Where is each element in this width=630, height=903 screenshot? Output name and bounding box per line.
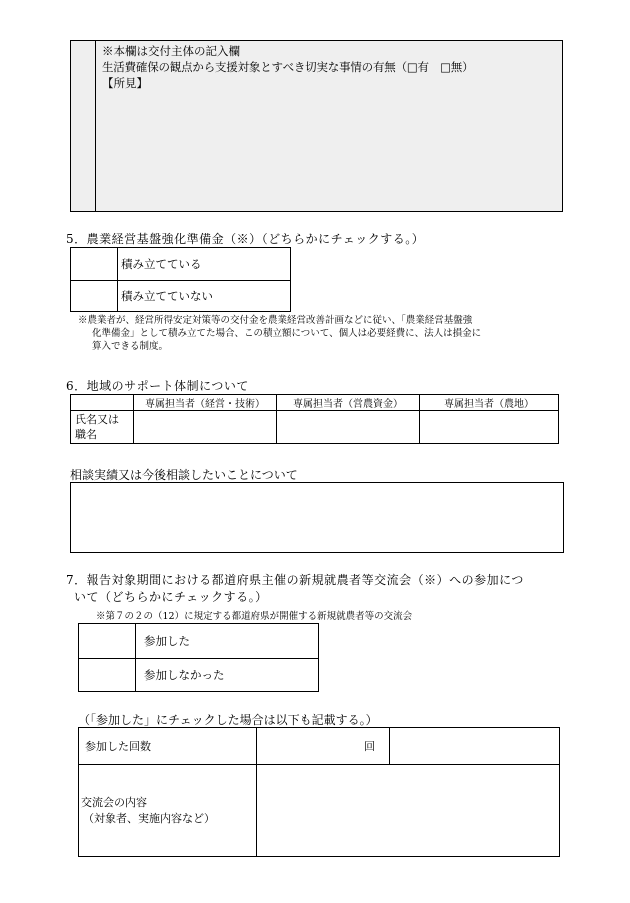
section7-note: ※第７の２の（12）に規定する都道府県が開催する新規就農者等の交流会 — [96, 611, 413, 622]
admin-box-margin-column — [71, 41, 96, 211]
admin-box-findings-label: 【所見】 — [102, 76, 148, 90]
section5-heading: 5．農業経営基盤強化準備金（※）（どちらかにチェックする。） — [66, 232, 425, 246]
consultation-label: 相談実績又は今後相談したいことについて — [70, 468, 298, 482]
reserve-accumulated-checkbox[interactable] — [71, 248, 118, 281]
farmland-contact-cell[interactable] — [420, 411, 559, 444]
participated-label: 参加した — [136, 624, 319, 659]
funding-contact-cell[interactable] — [277, 411, 420, 444]
admin-box-note: ※本欄は交付主体の記入欄 — [102, 44, 240, 58]
support-system-table — [70, 394, 559, 444]
reserve-accumulated-label: 積み立てている — [118, 248, 291, 281]
not-participated-label: 参加しなかった — [136, 659, 319, 692]
consultation-text-box[interactable] — [70, 482, 564, 553]
name-or-title-label: 氏名又は 職名 — [71, 411, 134, 444]
section5-note-line3: 算入できる制度。 — [92, 341, 169, 352]
meeting-content-cell[interactable] — [257, 765, 560, 857]
reserve-not-accumulated-label: 積み立てていない — [118, 281, 291, 312]
section5-options-table — [70, 247, 291, 312]
participation-count-label: 参加した回数 — [79, 728, 257, 765]
col-header-farmland: 専属担当者（農地） — [420, 395, 559, 411]
section5-note-line1: ※農業者が、経営所得安定対策等の交付金を農業経営改善計画などに従い、「農業経営基盤強 — [78, 315, 473, 326]
not-participated-checkbox[interactable] — [79, 659, 136, 692]
section7-options-table — [78, 623, 319, 692]
admin-entry-box — [70, 40, 563, 212]
section7-heading-line2: いて（どちらかにチェックする。） — [74, 590, 268, 604]
exchange-meeting-details-table — [78, 727, 560, 857]
section7-heading — [66, 572, 524, 606]
participation-count-unit[interactable]: 回 — [257, 728, 390, 765]
admin-box-circumstance-question: 生活費確保の観点から支援対象とすべき切実な事情の有無（□有 □無） — [102, 60, 474, 74]
reserve-not-accumulated-checkbox[interactable] — [71, 281, 118, 312]
section5-note — [78, 314, 568, 353]
admin-box-text — [102, 43, 556, 91]
management-contact-cell[interactable] — [134, 411, 277, 444]
meeting-content-label: 交流会の内容 （対象者、実施内容など） — [79, 765, 257, 857]
col-header-management: 専属担当者（経営・技術） — [134, 395, 277, 411]
support-table-corner — [71, 395, 134, 411]
section6-heading: 6．地域のサポート体制について — [66, 379, 249, 393]
section7-heading-line1: 7．報告対象期間における都道府県主催の新規就農者等交流会（※）への参加につ — [66, 573, 524, 587]
col-header-funding: 専属担当者（営農資金） — [277, 395, 420, 411]
participated-checkbox[interactable] — [79, 624, 136, 659]
section7-followup-instruction: （「参加した」にチェックした場合は以下も記載する。） — [78, 713, 378, 727]
participation-count-extra-cell[interactable] — [390, 728, 560, 765]
section5-note-line2: 化準備金」として積み立てた場合、この積立額について、個人は必要経費に、法人は損金に — [92, 328, 482, 339]
